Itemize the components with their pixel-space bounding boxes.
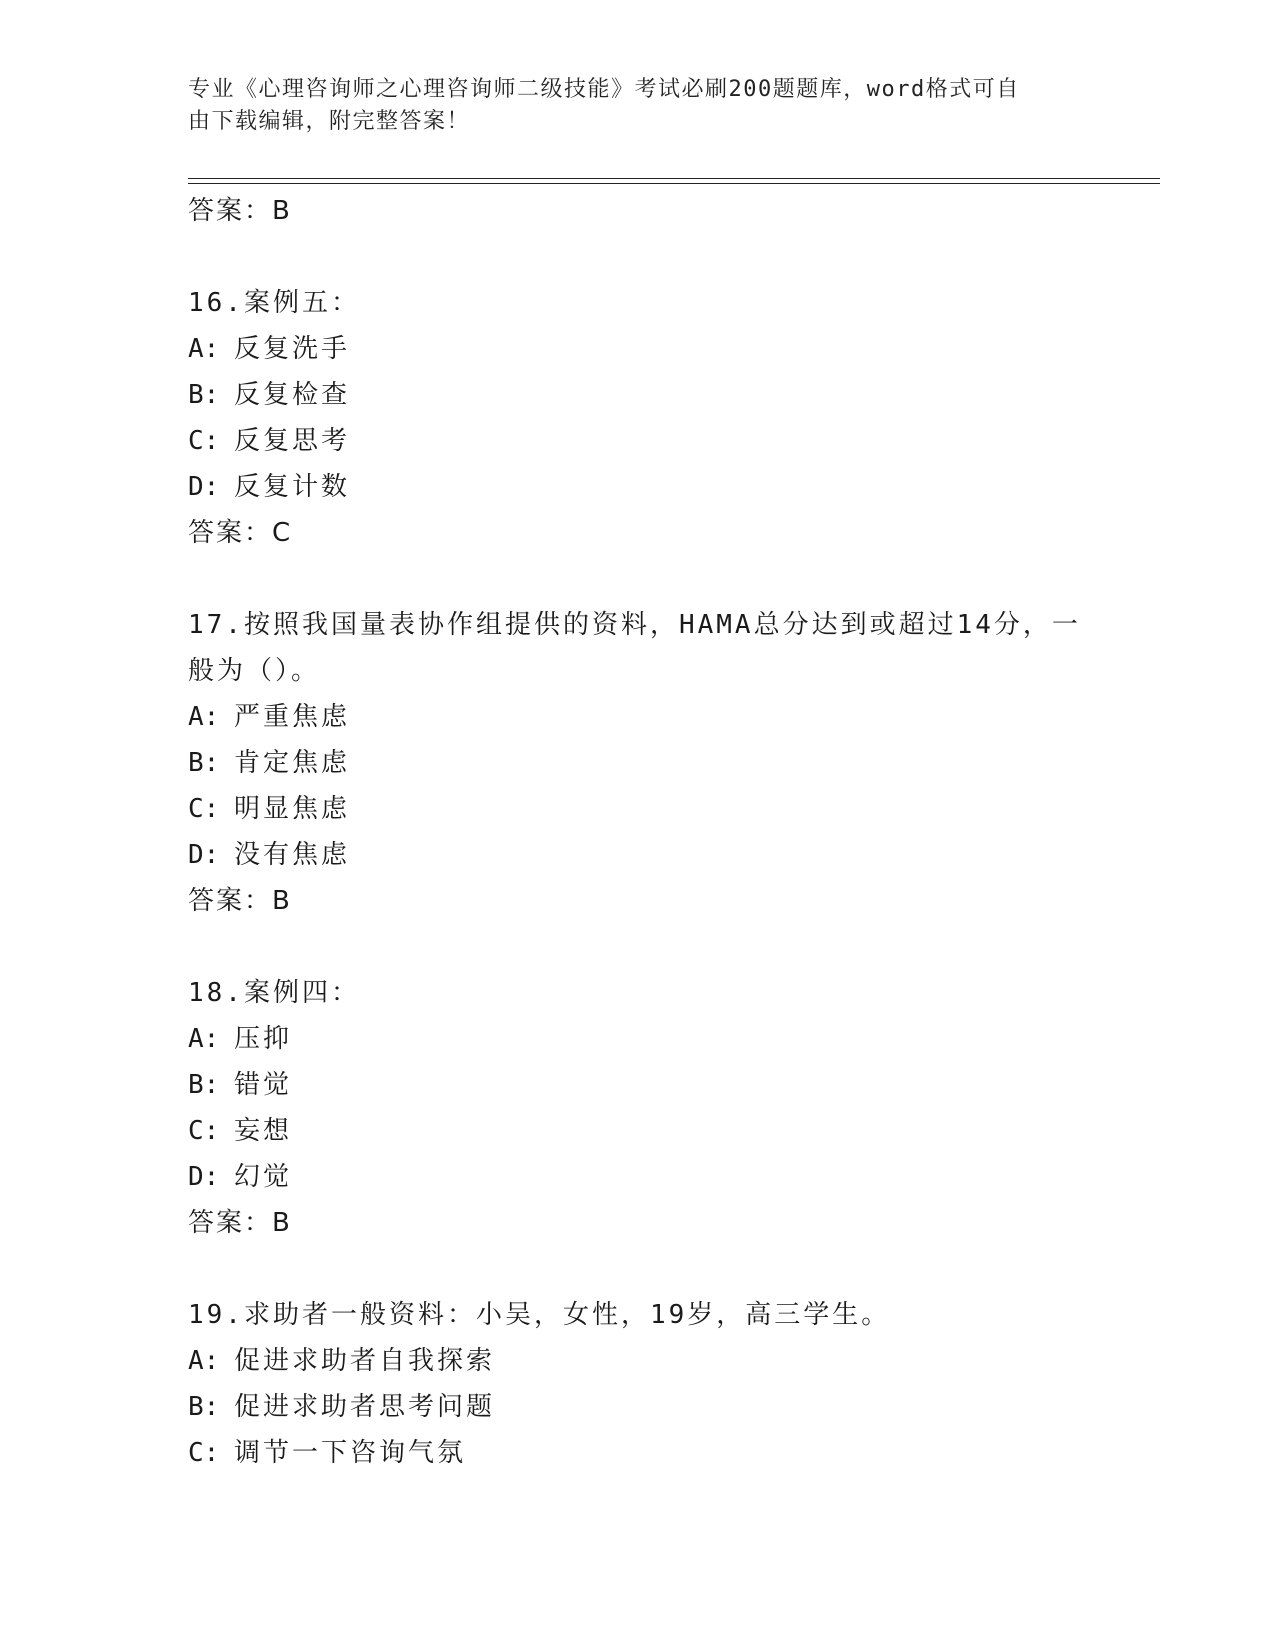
question-text: 16.案例五：	[188, 288, 360, 318]
option-text: 压抑	[234, 1024, 293, 1054]
document-header	[188, 74, 1068, 138]
option-text: 肯定焦虑	[234, 748, 351, 778]
option-letter: A:	[188, 702, 220, 732]
option-letter: C:	[188, 1116, 220, 1146]
option-c	[188, 1108, 1088, 1154]
question-text-continued: 般为（）。	[188, 656, 321, 686]
option-d	[188, 1154, 1088, 1200]
option-text: 明显焦虑	[234, 794, 351, 824]
option-text: 幻觉	[234, 1162, 293, 1192]
header-rule-bottom	[188, 183, 1160, 184]
option-b	[188, 1384, 1088, 1430]
option-b	[188, 1062, 1088, 1108]
question-block	[188, 280, 1088, 556]
spacer	[188, 1246, 1088, 1292]
option-text: 促进求助者自我探索	[234, 1346, 496, 1376]
option-b	[188, 740, 1088, 786]
question-text: 17.按照我国量表协作组提供的资料，HAMA总分达到或超过14分，一	[188, 610, 1081, 640]
option-text: 错觉	[234, 1070, 293, 1100]
question-content	[188, 188, 1088, 1476]
option-letter: C:	[188, 794, 220, 824]
option-letter: C:	[188, 1438, 220, 1468]
spacer	[188, 924, 1088, 970]
option-b	[188, 372, 1088, 418]
answer-line: 答案：B	[188, 1208, 292, 1238]
option-letter: A:	[188, 1346, 220, 1376]
option-text: 调节一下咨询气氛	[234, 1438, 467, 1468]
option-c	[188, 1430, 1088, 1476]
option-letter: A:	[188, 1024, 220, 1054]
option-letter: D:	[188, 840, 220, 870]
option-letter: B:	[188, 380, 220, 410]
header-line-2: 由下载编辑，附完整答案！	[188, 109, 471, 134]
option-a	[188, 1016, 1088, 1062]
option-a	[188, 326, 1088, 372]
option-c	[188, 786, 1088, 832]
question-text: 19.求助者一般资料：小吴，女性，19岁，高三学生。	[188, 1300, 891, 1330]
answer-line: 答案：B	[188, 886, 292, 916]
spacer	[188, 556, 1088, 602]
option-text: 严重焦虑	[234, 702, 351, 732]
question-block	[188, 1292, 1088, 1476]
option-text: 妄想	[234, 1116, 293, 1146]
option-text: 促进求助者思考问题	[234, 1392, 496, 1422]
spacer	[188, 234, 1088, 280]
option-text: 反复检查	[234, 380, 351, 410]
option-d	[188, 464, 1088, 510]
option-text: 反复洗手	[234, 334, 351, 364]
option-d	[188, 832, 1088, 878]
option-letter: A:	[188, 334, 220, 364]
option-letter: B:	[188, 1070, 220, 1100]
option-letter: B:	[188, 1392, 220, 1422]
option-a	[188, 1338, 1088, 1384]
question-block	[188, 970, 1088, 1246]
option-letter: D:	[188, 472, 220, 502]
option-text: 没有焦虑	[234, 840, 351, 870]
question-block	[188, 602, 1088, 924]
answer-line: 答案：C	[188, 518, 293, 548]
option-letter: C:	[188, 426, 220, 456]
option-a	[188, 694, 1088, 740]
option-text: 反复思考	[234, 426, 351, 456]
header-line-1: 专业《心理咨询师之心理咨询师二级技能》考试必刷200题题库，word格式可自	[188, 77, 1020, 102]
option-text: 反复计数	[234, 472, 351, 502]
answer-line: 答案：B	[188, 196, 292, 226]
option-letter: B:	[188, 748, 220, 778]
option-letter: D:	[188, 1162, 220, 1192]
header-rule-top	[188, 178, 1160, 179]
option-c	[188, 418, 1088, 464]
question-text: 18.案例四：	[188, 978, 360, 1008]
